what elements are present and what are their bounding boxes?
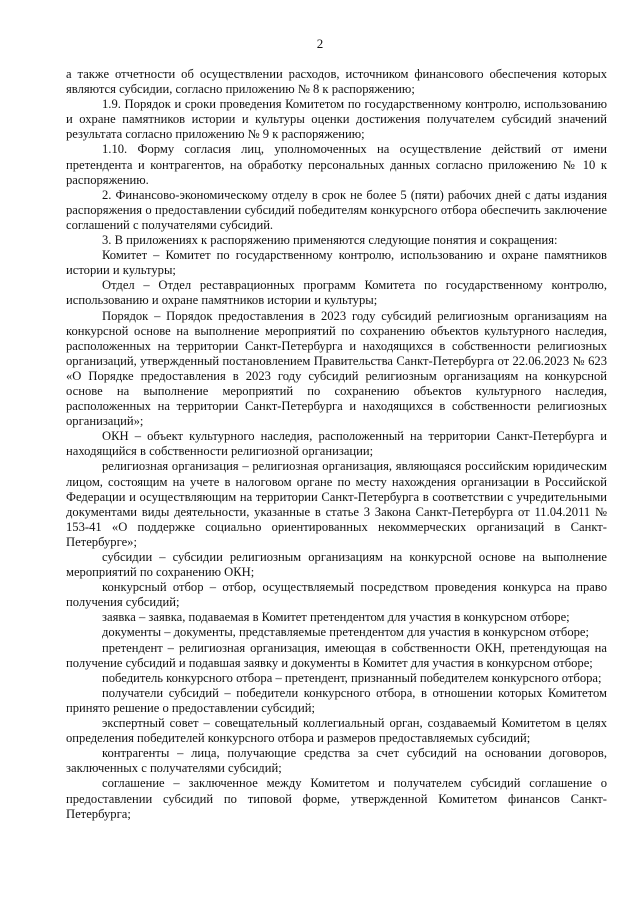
paragraph: субсидии – субсидии религиозным организациям на конкурсной основе на выполнение мероприятий по сохранению ОКН; [66,550,607,580]
paragraph: Порядок – Порядок предоставления в 2023 году субсидий религиозным организациям на конкурсной основе на выполнение мероприятий по сохранению объектов культурного наследия, расположенных на территории Санкт-Петербурга и находящихся в собственности религиозных организаций, утвержденный постановлением Правительства Санкт-Петербурга от 22.06.2023 № 623 «О Порядке предоставления в 2023 году субсидий религиозным организациям на конкурсной основе на выполнение мероприятий по сохранению объектов культурного наследия, расположенных на территории Санкт-Петербурга и находящихся в собственности религиозных организаций»; [66,308,607,429]
paragraph: конкурсный отбор – отбор, осуществляемый посредством проведения конкурса на право получения субсидий; [66,580,607,610]
paragraph: документы – документы, представляемые претендентом для участия в конкурсном отборе; [102,625,589,640]
paragraph: Отдел – Отдел реставрационных программ Комитета по государственному контролю, использованию и охране памятников истории и культуры; [66,278,607,308]
paragraph: заявка – заявка, подаваемая в Комитет претендентом для участия в конкурсном отборе; [102,610,570,625]
paragraph: 2. Финансово-экономическому отделу в срок не более 5 (пяти) рабочих дней с даты издания распоряжения о предоставлении субсидий победителям конкурсного отбора обеспечить заключение соглашений с получателями субсидий. [66,187,607,232]
paragraph: получатели субсидий – победители конкурсного отбора, в отношении которых Комитетом принято решение о предоставлении субсидий; [66,685,607,715]
document-body [66,67,607,822]
paragraph: контрагенты – лица, получающие средства за счет субсидий на основании договоров, заключенных с получателями субсидий; [66,746,607,776]
paragraph: претендент – религиозная организация, имеющая в собственности ОКН, претендующая на получение субсидий и подавшая заявку и документы в Комитет для участия в конкурсном отборе; [66,640,607,670]
paragraph: соглашение – заключенное между Комитетом и получателем субсидий соглашение о предоставлении субсидий по типовой форме, утвержденной Комитетом финансов Санкт-Петербурга; [66,776,607,821]
paragraph: экспертный совет – совещательный коллегиальный орган, создаваемый Комитетом в целях определения победителей конкурсного отбора и размеров предоставляемых субсидий; [66,716,607,746]
paragraph: 3. В приложениях к распоряжению применяются следующие понятия и сокращения: [102,233,558,248]
paragraph: а также отчетности об осуществлении расходов, источником финансового обеспечения которых являются субсидии, согласно приложению № 8 к распоряжению; [66,67,607,97]
paragraph: ОКН – объект культурного наследия, расположенный на территории Санкт-Петербурга и находящийся в собственности религиозной организации; [66,429,607,459]
paragraph: религиозная организация – религиозная организация, являющаяся российским юридическим лицом, состоящим на учете в налоговом органе по месту нахождения организации в Российской Федерации и осуществляющим на территории Санкт-Петербурга в соответствии с учредительными документами виды деятельности, указанные в статье 3 Закона Санкт-Петербурга от 11.04.2011 № 153-41 «О поддержке социально ориентированных некоммерческих организаций в Санкт-Петербурге»; [66,459,607,549]
paragraph: победитель конкурсного отбора – претендент, признанный победителем конкурсного отбора; [102,670,602,685]
paragraph: 1.10. Форму согласия лиц, уполномоченных на осуществление действий от имени претендента и контрагентов, на обработку персональных данных согласно приложению № 10 к распоряжению. [66,142,607,187]
page-number: 2 [316,36,324,51]
paragraph: Комитет – Комитет по государственному контролю, использованию и охране памятников истории и культуры; [66,248,607,278]
paragraph: 1.9. Порядок и сроки проведения Комитетом по государственному контролю, использованию и охране памятников истории и культуры оценки достижения получателем субсидий значений результата согласно приложению № 9 к распоряжению; [66,97,607,142]
